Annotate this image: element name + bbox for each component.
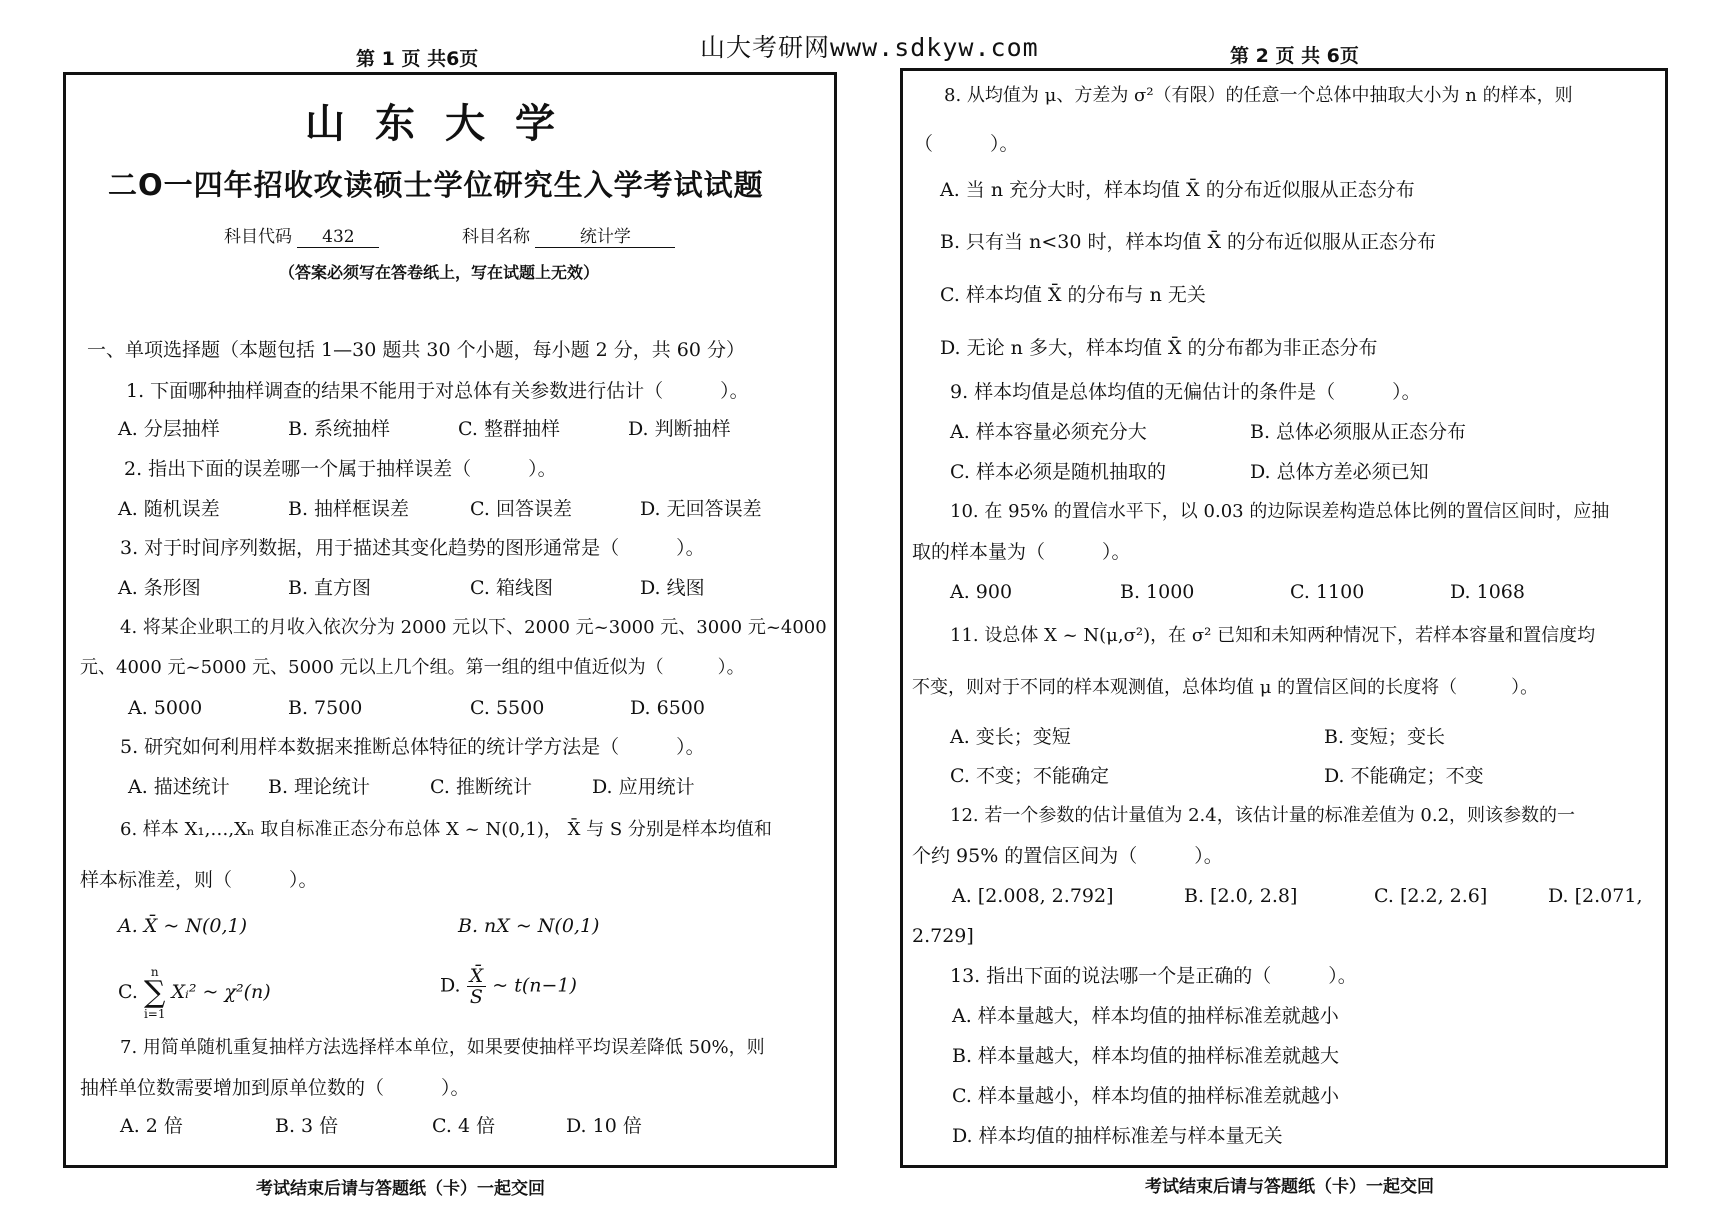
question-9: 9. 样本均值是总体均值的无偏估计的条件是（ ）。 — [950, 381, 1421, 403]
q10-option-a: A. 900 — [950, 581, 1013, 603]
q8-option-b: B. 只有当 n<30 时，样本均值 X̄ 的分布近似服从正态分布 — [940, 231, 1437, 253]
q6-option-b: B. nX ~ N(0,1) — [458, 915, 600, 937]
q9-option-d: D. 总体方差必须已知 — [1250, 461, 1429, 483]
q3-option-c: C. 箱线图 — [470, 577, 553, 599]
code-value: 432 — [297, 227, 379, 248]
q1-option-a: A. 分层抽样 — [118, 418, 220, 440]
q5-option-a: A. 描述统计 — [128, 776, 230, 798]
fraction-numerator: X̄ — [467, 966, 487, 987]
q8-option-a: A. 当 n 充分大时，样本均值 X̄ 的分布近似服从正态分布 — [940, 179, 1415, 201]
q4-option-c: C. 5500 — [470, 697, 545, 719]
q7-option-c: C. 4 倍 — [432, 1115, 496, 1137]
q1-option-c: C. 整群抽样 — [458, 418, 560, 440]
q9-option-b: B. 总体必须服从正态分布 — [1250, 421, 1467, 443]
q4-option-a: A. 5000 — [128, 697, 203, 719]
q13-option-d: D. 样本均值的抽样标准差与样本量无关 — [952, 1125, 1283, 1147]
q1-option-b: B. 系统抽样 — [288, 418, 391, 440]
q6-option-c-label: C. — [118, 981, 138, 1003]
q8-option-d: D. 无论 n 多大，样本均值 X̄ 的分布都为非正态分布 — [940, 337, 1378, 359]
exam-title: 二O一四年招收攻读硕士学位研究生入学考试试题 — [108, 168, 764, 202]
question-4-line-1: 4. 将某企业职工的月收入依次分为 2000 元以下、2000 元~3000 元、3000 元~4000 — [120, 617, 827, 638]
q9-option-a: A. 样本容量必须充分大 — [950, 421, 1147, 443]
q6-option-d-expression: ~ t(n−1) — [492, 974, 577, 997]
q8-option-c: C. 样本均值 X̄ 的分布与 n 无关 — [940, 284, 1206, 306]
q2-option-b: B. 抽样框误差 — [288, 498, 410, 520]
question-10-line-2: 取的样本量为（ ）。 — [912, 541, 1131, 563]
question-8-line-1: 8. 从均值为 μ、方差为 σ²（有限）的任意一个总体中抽取大小为 n 的样本，则 — [944, 85, 1573, 106]
summation-icon: n ∑ i=1 — [143, 965, 166, 1021]
q1-option-d: D. 判断抽样 — [628, 418, 731, 440]
q13-option-b: B. 样本量越大，样本均值的抽样标准差就越大 — [952, 1045, 1340, 1067]
q12-option-b: B. [2.0, 2.8] — [1184, 885, 1298, 907]
question-1: 1. 下面哪种抽样调查的结果不能用于对总体有关参数进行估计（ ）。 — [126, 380, 749, 402]
question-2: 2. 指出下面的误差哪一个属于抽样误差（ ）。 — [124, 458, 557, 480]
fraction — [467, 966, 487, 1007]
q10-option-d: D. 1068 — [1450, 581, 1525, 603]
q5-option-c: C. 推断统计 — [430, 776, 532, 798]
q12-option-c: C. [2.2, 2.6] — [1374, 885, 1488, 907]
question-7-line-2: 抽样单位数需要增加到原单位数的（ ）。 — [80, 1077, 470, 1099]
right-page-number: 第 2 页 共 6页 — [1230, 45, 1359, 67]
question-3: 3. 对于时间序列数据，用于描述其变化趋势的图形通常是（ ）。 — [120, 537, 705, 559]
question-6-line-1: 6. 样本 X₁,…,Xₙ 取自标准正态分布总体 X ~ N(0,1)， X̄ 与 S 分别是样本均值和 — [120, 819, 772, 840]
site-watermark: 山大考研网www.sdkyw.com — [700, 33, 1039, 62]
q13-option-c: C. 样本量越小，样本均值的抽样标准差就越小 — [952, 1085, 1339, 1107]
q4-option-d: D. 6500 — [630, 697, 705, 719]
q10-option-b: B. 1000 — [1120, 581, 1195, 603]
q11-option-c: C. 不变；不能确定 — [950, 765, 1109, 787]
q3-option-b: B. 直方图 — [288, 577, 372, 599]
q10-option-c: C. 1100 — [1290, 581, 1365, 603]
q9-option-c: C. 样本必须是随机抽取的 — [950, 461, 1166, 483]
q6-option-c-expression: Xᵢ² ~ χ²(n) — [171, 981, 271, 1003]
exam-notice: （答案必须写在答卷纸上，写在试题上无效） — [279, 263, 600, 282]
q11-option-b: B. 变短；变长 — [1324, 726, 1446, 748]
q7-option-a: A. 2 倍 — [120, 1115, 183, 1137]
question-11-line-1: 11. 设总体 X ~ N(μ,σ²)，在 σ² 已知和未知两种情况下，若样本容量和置信度均 — [950, 625, 1596, 646]
q7-option-b: B. 3 倍 — [275, 1115, 339, 1137]
q5-option-b: B. 理论统计 — [268, 776, 371, 798]
q6-option-d — [440, 966, 577, 1007]
left-footer: 考试结束后请与答题纸（卡）一起交回 — [256, 1179, 545, 1199]
q3-option-d: D. 线图 — [640, 577, 705, 599]
q12-option-d-continued: 2.729] — [912, 925, 974, 947]
q13-option-a: A. 样本量越大，样本均值的抽样标准差就越小 — [952, 1005, 1339, 1027]
question-12-line-2: 个约 95% 的置信区间为（ ）。 — [912, 845, 1223, 867]
q6-option-d-label: D. — [440, 974, 461, 997]
q4-option-b: B. 7500 — [288, 697, 363, 719]
q2-option-a: A. 随机误差 — [118, 498, 220, 520]
sum-lower-limit: i=1 — [143, 1007, 166, 1021]
question-11-line-2: 不变，则对于不同的样本观测值，总体均值 μ 的置信区间的长度将（ ）。 — [912, 677, 1539, 698]
university-name: 山东大学 — [305, 101, 585, 147]
q2-option-d: D. 无回答误差 — [640, 498, 762, 520]
name-label: 科目名称 — [462, 227, 530, 247]
q11-option-a: A. 变长；变短 — [950, 726, 1071, 748]
q11-option-d: D. 不能确定；不变 — [1324, 765, 1484, 787]
question-12-line-1: 12. 若一个参数的估计量值为 2.4，该估计量的标准差值为 0.2，则该参数的一 — [950, 805, 1576, 826]
subject-code — [224, 222, 379, 248]
name-value: 统计学 — [535, 222, 675, 248]
question-5: 5. 研究如何利用样本数据来推断总体特征的统计学方法是（ ）。 — [120, 736, 705, 758]
q12-option-d: D. [2.071, — [1548, 885, 1643, 907]
fraction-denominator: S — [469, 986, 483, 1008]
q12-option-a: A. [2.008, 2.792] — [952, 885, 1114, 907]
left-page-number: 第 1 页 共6页 — [356, 48, 479, 70]
q2-option-c: C. 回答误差 — [470, 498, 572, 520]
q7-option-d: D. 10 倍 — [566, 1115, 642, 1137]
q6-option-c — [118, 966, 271, 1020]
question-6-line-2: 样本标准差，则（ ）。 — [80, 869, 318, 891]
sum-upper-limit: n — [150, 965, 159, 979]
question-7-line-1: 7. 用简单随机重复抽样方法选择样本单位，如果要使抽样平均误差降低 50%，则 — [120, 1037, 765, 1058]
section-heading: 一、单项选择题（本题包括 1—30 题共 30 个小题，每小题 2 分，共 60 分） — [87, 339, 746, 361]
subject-name — [462, 222, 675, 248]
q6-option-a: A. X̄ ~ N(0,1) — [118, 915, 247, 937]
q5-option-d: D. 应用统计 — [592, 776, 695, 798]
right-footer: 考试结束后请与答题纸（卡）一起交回 — [1145, 1177, 1434, 1197]
question-13: 13. 指出下面的说法哪一个是正确的（ ）。 — [950, 965, 1357, 987]
code-label: 科目代码 — [224, 227, 292, 247]
question-4-line-2: 元、4000 元~5000 元、5000 元以上几个组。第一组的组中值近似为（ ）。 — [80, 657, 745, 678]
question-10-line-1: 10. 在 95% 的置信水平下，以 0.03 的边际误差构造总体比例的置信区间时，应抽 — [950, 501, 1610, 522]
question-8-line-2: （ ）。 — [914, 133, 1019, 155]
q3-option-a: A. 条形图 — [118, 577, 201, 599]
